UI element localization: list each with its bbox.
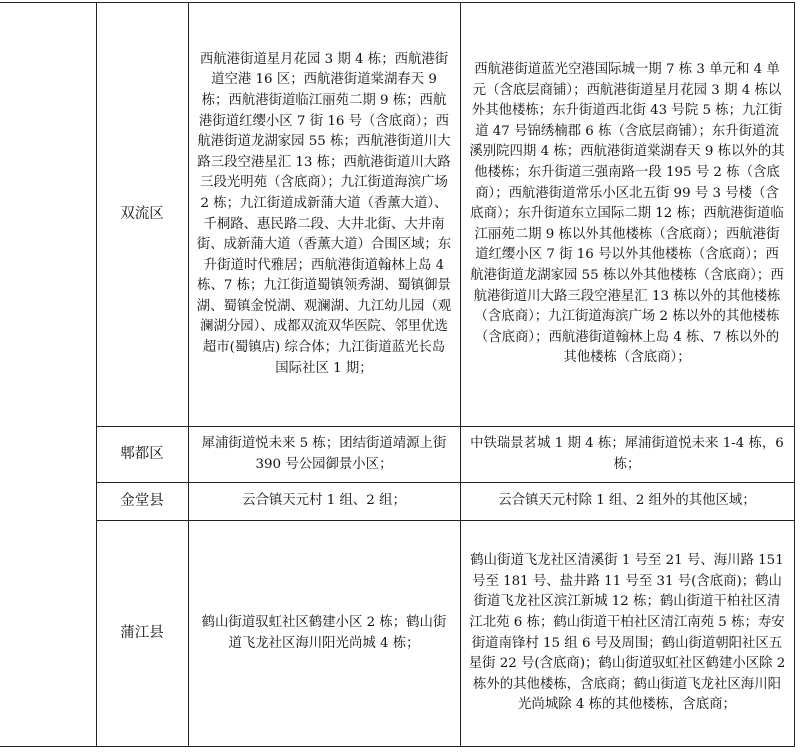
risk-area-table xyxy=(0,2,795,747)
area-list-cell: 鹤山街道驭虹社区鹤建小区 2 栋；鹤山街道飞龙社区海川阳光尚城 4 栋； xyxy=(188,521,460,747)
area-list-cell: 中铁瑞景茗城 1 期 4 栋；犀浦街道悦未来 1-4 栋，6 栋； xyxy=(460,427,794,483)
table-row xyxy=(0,483,794,521)
district-cell: 郫都区 xyxy=(96,427,188,483)
area-list-cell: 西航港街道蓝光空港国际城一期 7 栋 3 单元和 4 单元（含底层商铺）；西航港街道星月花园 3 期 4 栋以外其他楼栋；东升街道西北街 43 号院 5 栋；九江街道 47 号锦绣楠郡 6 栋（含底层商铺）；东升街道流溪别院四期 4 栋；西航港街道棠湖春天 9 栋以外的其他楼栋；东升街道三强南路一段 195 号 2 栋（含底商）；西航港街道常乐小区北五街 99 号 3 号楼（含底商）；东升街道东立国际二期 12 栋；西航港街道临江丽苑二期 9 栋以外其他楼栋（含底商）；西航港街道红缨小区 7 街 16 号以外其他楼栋（含底商）；西航港街道龙湖家园 55 栋以外其他楼栋（含底商）；西航港街道川大路三段空港星汇 13 栋以外的其他楼栋（含底商）；九江街道海滨广场 2 栋以外的其他楼栋（含底商）；西航港街道翰林上岛 4 栋、7 栋以外的其他楼栋（含底商）； xyxy=(460,3,794,427)
district-cell: 蒲江县 xyxy=(96,521,188,747)
area-list-cell: 云合镇天元村 1 组、2 组； xyxy=(188,483,460,521)
blank-column-cell xyxy=(0,3,96,747)
table-row xyxy=(0,521,794,747)
district-cell: 双流区 xyxy=(96,3,188,427)
area-list-cell: 犀浦街道悦未来 5 栋；团结街道靖源上街 390 号公园御景小区； xyxy=(188,427,460,483)
table-row xyxy=(0,427,794,483)
area-list-cell: 西航港街道星月花园 3 期 4 栋；西航港街道空港 16 区；西航港街道棠湖春天 9 栋；西航港街道临江丽苑二期 9 栋；西航港街道红缨小区 7 街 16 号（含底商）；西航港街道龙湖家园 55 栋；西航港街道川大路三段空港星汇 13 栋；西航港街道川大路三段光明苑（含底商）；九江街道海滨广场 2 栋；九江街道成新蒲大道（香薰大道）、千桐路、惠民路二段、大井北街、大井南街、成新蒲大道（香薰大道）合围区域；东升街道时代雅居；西航港街道翰林上岛 4 栋、7 栋；九江街道蜀镇领秀湖、蜀镇御景湖、蜀镇金悦湖、观澜湖、九江幼儿园（观澜湖分园）、成都双流双华医院、邻里优选超市(蜀镇店) 综合体；九江街道蓝光长岛国际社区 1 期； xyxy=(188,3,460,427)
area-list-cell: 鹤山街道飞龙社区清溪街 1 号至 21 号、海川路 151 号至 181 号、盐井路 11 号至 31 号(含底商)；鹤山街道飞龙社区滨江新城 12 栋；鹤山街道干柏社区清江北苑 6 栋；鹤山街道干柏社区清江南苑 5 栋；寿安街道南锋村 15 组 6 号及周围；鹤山街道朝阳社区五星街 22 号(含底商)；鹤山街道驭虹社区鹤建小区除 2 栋外的其他楼栋，含底商；鹤山街道飞龙社区海川阳光尚城除 4 栋的其他楼栋，含底商； xyxy=(460,521,794,747)
area-list-cell: 云合镇天元村除 1 组、2 组外的其他区域； xyxy=(460,483,794,521)
district-cell: 金堂县 xyxy=(96,483,188,521)
table-row xyxy=(0,3,794,427)
